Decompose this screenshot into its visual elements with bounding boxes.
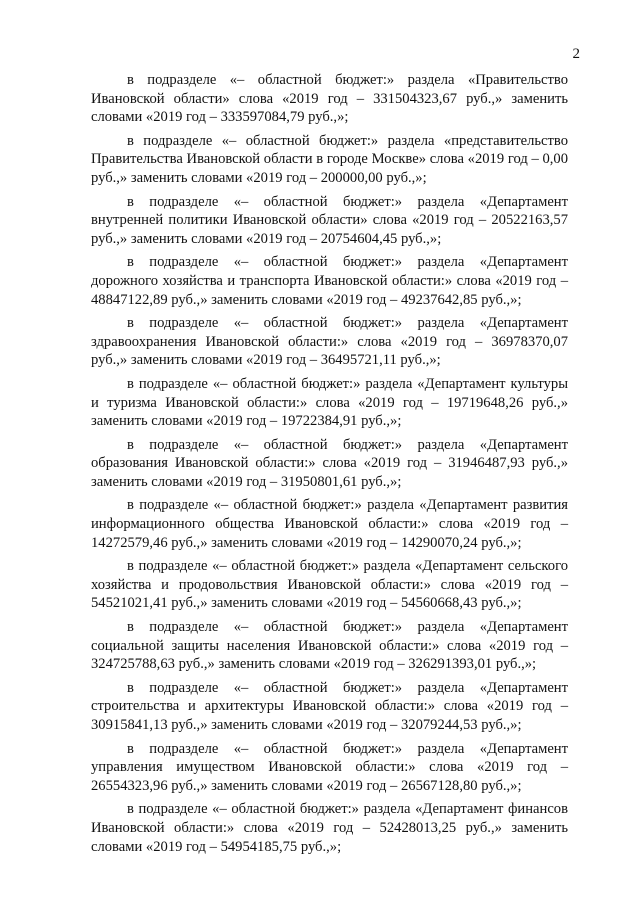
paragraph-government: в подразделе «– областной бюджет:» раздела «Правительство Ивановской области» слова «2019 год – 331504323,67 руб.,» заменить словами «2019 год – 333597084,79 руб.,»; bbox=[91, 72, 568, 126]
paragraph-culture-tourism: в подразделе «– областной бюджет:» раздела «Департамент культуры и туризма Ивановской области:» слова «2019 год – 19719648,26 руб.,» заменить словами «2019 год – 19722384,91 руб.,»; bbox=[91, 375, 568, 430]
paragraph-social-protection: в подразделе «– областной бюджет:» раздела «Департамент социальной защиты населения Ивановской области:» слова «2019 год – 324725788,63 руб.,» заменить словами «2019 год – 326291393,01 руб.,»; bbox=[91, 619, 568, 673]
paragraph-road-transport: в подразделе «– областной бюджет:» раздела «Департамент дорожного хозяйства и транспорта Ивановской области:» слова «2019 год – 48847122,89 руб.,» заменить словами «2019 год – 49237642,85 руб.,»; bbox=[91, 254, 568, 308]
paragraph-construction: в подразделе «– областной бюджет:» раздела «Департамент строительства и архитектуры Ивановской области:» слова «2019 год – 30915841,13 руб.,» заменить словами «2019 год – 32079244,53 руб.,»; bbox=[91, 679, 568, 733]
paragraph-healthcare: в подразделе «– областной бюджет:» раздела «Департамент здравоохранения Ивановской области:» слова «2019 год – 36978370,07 руб.,» заменить словами «2019 год – 36495721,11 руб.,»; bbox=[91, 315, 568, 369]
paragraph-information-society: в подразделе «– областной бюджет:» раздела «Департамент развития информационного общества Ивановской области:» слова «2019 год – 14272579,46 руб.,» заменить словами «2019 год – 14290070,24 руб.,»; bbox=[91, 497, 568, 551]
paragraph-moscow-representation: в подразделе «– областной бюджет:» раздела «представительство Правительства Ивановской области в городе Москве» слова «2019 год – 0,00 руб.,» заменить словами «2019 год – 200000,00 руб.,»; bbox=[91, 132, 568, 186]
document-body bbox=[91, 71, 568, 861]
paragraph-education: в подразделе «– областной бюджет:» раздела «Департамент образования Ивановской области:» слова «2019 год – 31946487,93 руб.,» заменить словами «2019 год – 31950801,61 руб.,»; bbox=[91, 436, 568, 490]
paragraph-agriculture: в подразделе «– областной бюджет:» раздела «Департамент сельского хозяйства и продовольствия Ивановской области:» слова «2019 год – 54521021,41 руб.,» заменить словами «2019 год – 54560668,43 руб.,»; bbox=[91, 558, 568, 612]
page-number: 2 bbox=[572, 46, 580, 62]
paragraph-property-management: в подразделе «– областной бюджет:» раздела «Департамент управления имуществом Ивановской области:» слова «2019 год – 26554323,96 руб.,» заменить словами «2019 год – 26567128,80 руб.,»; bbox=[91, 740, 568, 794]
paragraph-internal-policy: в подразделе «– областной бюджет:» раздела «Департамент внутренней политики Ивановской области» слова «2019 год – 20522163,57 руб.,» заменить словами «2019 год – 20754604,45 руб.,»; bbox=[91, 193, 568, 247]
paragraph-finance: в подразделе «– областной бюджет:» раздела «Департамент финансов Ивановской области:» слова «2019 год – 52428013,25 руб.,» заменить словами «2019 год – 54954185,75 руб.,»; bbox=[91, 801, 568, 855]
